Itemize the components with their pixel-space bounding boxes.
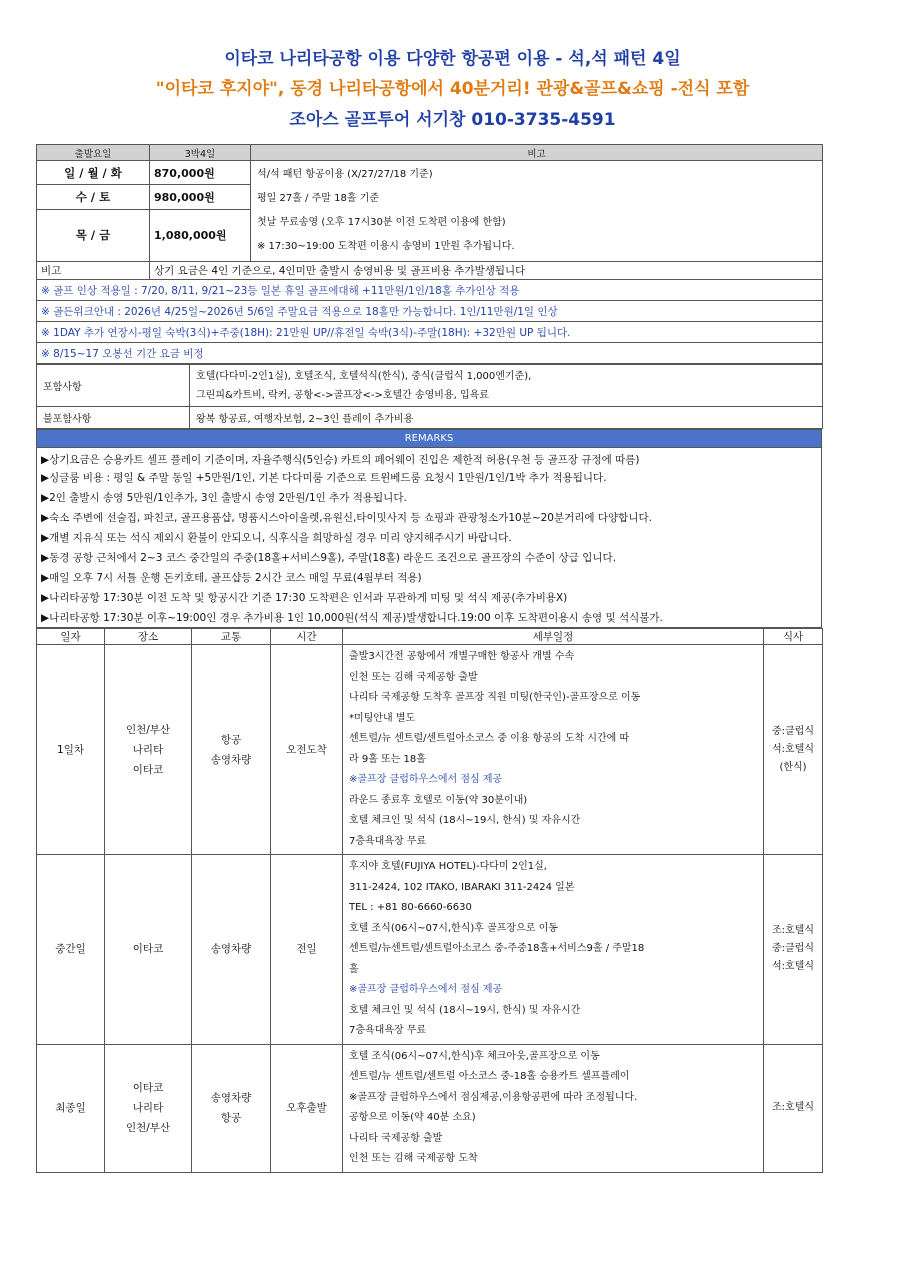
bigo-row [37, 262, 823, 280]
itinerary-day-2 [37, 855, 823, 1045]
remarks-table [36, 429, 822, 628]
detail-line: 인천 또는 김해 국제공항 도착 [349, 1153, 478, 1164]
detail-line: 센트럴/뉴센트럴/센트럴아소코스 중-주중18홀+서비스9홀 / 주말18 [349, 943, 645, 954]
day-place [105, 855, 192, 1045]
day-label: 중간일 [37, 855, 105, 1045]
detail-line: 311-2424, 102 ITAKO, IBARAKI 311-2424 일본 [349, 881, 575, 893]
meal-line: (한식) [779, 761, 807, 773]
transport-line: 송영차량 [210, 1092, 252, 1104]
itinerary-header-row [37, 629, 823, 645]
detail-line: 호텔 체크인 및 석식 (18시~19시, 한식) 및 자유시간 [349, 1004, 581, 1016]
price-value: 1,080,000원 [150, 209, 251, 261]
remark-item: ▶나리타공항 17:30분 이전 도착 및 항공시간 기준 17:30 도착편은 인서과 무관하게 미팅 및 석식 제공(추가비용X) [37, 588, 822, 608]
included-line: 그린피&카트비, 락커, 공항<->골프장<->호텔간 송영비용, 입욕료 [196, 389, 489, 401]
header-remarks: 비고 [251, 145, 823, 161]
place-line: 인천/부산 [125, 723, 171, 736]
detail-line: 센트럴/뉴 센트럴/센트럴아소코스 중 이용 항공의 도착 시간에 따 [349, 733, 630, 744]
transport-line: 항공 [220, 733, 242, 746]
day-details [343, 645, 764, 855]
detail-line: TEL : +81 80-6660-6630 [349, 902, 472, 913]
remark-row [37, 448, 822, 468]
blue-note: ※ 골프 인상 적용일 : 7/20, 8/11, 9/21~23등 일본 휴일 골프에대해 +11만원/1인/18홀 추가인상 적용 [37, 280, 823, 301]
detail-line-highlight: ※골프장 클럽하우스에서 점심 제공 [349, 984, 503, 995]
remark-item: ▶매일 오후 7시 서틀 운행 돈키호테, 골프샵등 2시간 코스 매일 무료(4월부터 적용) [37, 568, 822, 588]
included-text [190, 365, 823, 407]
meal-line: 중:클럽식 [771, 725, 814, 737]
blue-note-row [37, 343, 823, 364]
price-table [36, 144, 823, 364]
day-meal [764, 1044, 823, 1172]
price-day-label: 일 / 월 / 화 [37, 161, 150, 185]
day-time: 오전도착 [271, 645, 343, 855]
day-place [105, 1044, 192, 1172]
included-label: 포함사항 [37, 365, 190, 407]
excluded-text: 왕복 항공료, 여행자보험, 2~3인 플레이 추가비용 [190, 407, 823, 429]
day-place [105, 645, 192, 855]
detail-line: 라 9홀 또는 18홀 [349, 753, 426, 765]
remark-row [37, 508, 822, 528]
detail-line: 출발3시간전 공항에서 개별구매한 항공사 개별 수속 [349, 651, 575, 662]
remarks-header: REMARKS [37, 430, 822, 448]
header-meal: 식사 [764, 629, 823, 645]
price-note-line: ※ 17:30~19:00 도착편 이용시 송영비 1만원 추가됩니다. [257, 241, 515, 252]
place-line: 이타코 [132, 1082, 164, 1094]
meal-line: 조:호텔식 [771, 1102, 814, 1113]
header-details: 세부일정 [343, 629, 764, 645]
meal-line: 석:호텔식 [771, 961, 814, 973]
price-note-line: 평일 27홀 / 주말 18홀 기준 [257, 193, 379, 204]
day-transport [192, 645, 271, 855]
remark-row [37, 528, 822, 548]
excluded-label: 불포함사항 [37, 407, 190, 429]
day-label: 최종일 [37, 1044, 105, 1172]
detail-line: *미팅안내 별도 [349, 712, 416, 724]
price-value: 980,000원 [150, 185, 251, 209]
bigo-label: 비고 [37, 262, 150, 280]
remark-row [37, 588, 822, 608]
meal-line: 석:호텔식 [771, 743, 814, 755]
detail-line: 나리타 국제공항 도착후 골프장 직원 미팅(한국인)-골프장으로 이동 [349, 692, 641, 703]
detail-line: 공항으로 이동(약 40분 소요) [349, 1112, 476, 1123]
remark-item: ▶동경 공항 근처에서 2~3 코스 중간일의 주중(18홀+서비스9홀), 주말(18홀) 라운드 조건으로 골프장의 수준이 상급 입니다. [37, 548, 822, 568]
meal-line: 조:호텔식 [771, 925, 814, 937]
title-line-1: 이타코 나리타공항 이용 다양한 항공편 이용 - 석,석 패턴 4일 [224, 49, 681, 69]
header-departure-day: 출발요일 [37, 145, 150, 161]
itinerary-day-3 [37, 1044, 823, 1172]
detail-line: 후지야 호텔(FUJIYA HOTEL)-다다미 2인1실, [349, 861, 547, 872]
remark-item: ▶숙소 주변에 선술집, 파친코, 골프용품샵, 명품시스아이울렛,유원신,타이밋사지 등 쇼핑과 관광청소가10분~20분거리에 다양합니다. [37, 508, 822, 528]
day-meal [764, 855, 823, 1045]
place-line: 나리타 [132, 743, 164, 756]
day-details [343, 1044, 764, 1172]
excluded-row [37, 407, 823, 429]
blue-note: ※ 1DAY 추가 연장시-평일 숙박(3식)+주중(18H): 21만원 UP//휴전일 숙박(3식)-주말(18H): +32만원 UP 됩니다. [37, 322, 823, 343]
tour-document [36, 144, 822, 1173]
header-transport: 교통 [192, 629, 271, 645]
title-line-3: 조아스 골프투어 서기창 010-3735-4591 [289, 110, 616, 130]
itinerary-table [36, 628, 823, 1173]
remark-item: ▶개별 지유식 또는 석식 제외시 환불이 안되오니, 식후식을 희망하실 경우 미리 양지해주시기 바랍니다. [37, 528, 822, 548]
transport-line: 송영차량 [210, 943, 252, 956]
place-line: 이타코 [132, 763, 164, 776]
included-line: 호텔(다다미-2인1실), 호텔조식, 호텔석식(한식), 중식(클럽식 1,000엔기준), [196, 370, 532, 382]
day-label: 1일차 [37, 645, 105, 855]
detail-line: 나리타 국제공항 출발 [349, 1132, 443, 1144]
inclusions-table [36, 364, 823, 429]
day-time: 전일 [271, 855, 343, 1045]
transport-line: 송영차량 [210, 753, 252, 766]
blue-note: ※ 골든위크안내 : 2026년 4/25일~2026년 5/6일 주말요금 적용으로 18홀만 가능합니다. 1인/11만원/1일 인상 [37, 301, 823, 322]
detail-line: 호텔 조식(06시~07시,한식)후 체크아웃,골프장으로 이동 [349, 1050, 600, 1062]
detail-line: 홀 [349, 963, 359, 975]
header-duration: 3박4일 [150, 145, 251, 161]
place-line: 이타코 [132, 943, 164, 956]
remark-item: ▶상기요금은 승용카트 셀프 플레이 기준이며, 자율주행식(5인승) 카트의 페어웨이 진입은 제한적 허용(우천 등 골프장 규정에 따름) [37, 448, 822, 468]
header-time: 시간 [271, 629, 343, 645]
included-row [37, 365, 823, 407]
detail-line: 7층욕대욕장 무료 [349, 1025, 427, 1036]
day-details [343, 855, 764, 1045]
remarks-header-row [37, 430, 822, 448]
price-notes [251, 161, 823, 262]
price-note-line: 첫날 무료송영 (오후 17시30분 이전 도착편 이용에 한함) [257, 217, 506, 228]
meal-line: 중:클럽식 [771, 943, 814, 955]
detail-line: 7층욕대욕장 무료 [349, 835, 427, 847]
detail-line: 라운드 종료후 호텔로 이동(약 30분이내) [349, 794, 528, 806]
day-transport [192, 1044, 271, 1172]
itinerary-day-1 [37, 645, 823, 855]
day-meal [764, 645, 823, 855]
day-time: 오후출발 [271, 1044, 343, 1172]
remark-item: ▶싱글룸 비용 : 평일 & 주말 동일 +5만원/1인, 기본 다다미룸 기준으로 트윈베드룸 요청시 1만원/1인/1박 추가 적용됩니다. [37, 468, 822, 488]
transport-line: 항공 [220, 1112, 242, 1124]
day-transport [192, 855, 271, 1045]
price-day-label: 목 / 금 [37, 209, 150, 261]
remark-row [37, 568, 822, 588]
remark-item: ▶나리타공항 17:30분 이후~19:00인 경우 추가비용 1인 10,000원(석식 제공)발생합니다.19:00 이후 도착편이용시 송영 및 석식불가. [37, 608, 822, 628]
remark-row [37, 548, 822, 568]
price-value: 870,000원 [150, 161, 251, 185]
header-place: 장소 [105, 629, 192, 645]
place-line: 나리타 [132, 1102, 164, 1114]
remark-row [37, 468, 822, 488]
detail-line: 인천 또는 김해 국제공항 출발 [349, 671, 478, 683]
remark-item: ▶2인 출발시 송영 5만원/1인추가, 3인 출발시 송영 2만원/1인 추가 적용됩니다. [37, 488, 822, 508]
blue-note: ※ 8/15~17 오봉선 기간 요금 비정 [37, 343, 823, 364]
blue-note-row [37, 280, 823, 301]
detail-line-highlight: ※골프장 클럽하우스에서 점심 제공 [349, 774, 503, 785]
remark-row [37, 488, 822, 508]
price-day-label: 수 / 토 [37, 185, 150, 209]
detail-line: 호텔 조식(06시~07시,한식)후 골프장으로 이동 [349, 922, 558, 934]
blue-note-row [37, 301, 823, 322]
detail-line: 센트럴/뉴 센트럴/센트럴 아소코스 중-18홀 승용카트 셀프플레이 [349, 1071, 630, 1082]
title-block [0, 44, 905, 136]
title-line-2: "이타코 후지야", 동경 나리타공항에서 40분거리! 관광&골프&쇼핑 -전식 포함 [155, 79, 750, 99]
remark-row [37, 608, 822, 628]
detail-line: 호텔 체크인 및 석식 (18시~19시, 한식) 및 자유시간 [349, 815, 581, 826]
header-day: 일자 [37, 629, 105, 645]
price-header-row [37, 145, 823, 161]
detail-line: ※골프장 클럽하우스에서 점심제공,이용항공편에 따라 조정됩니다. [349, 1091, 638, 1103]
place-line: 인천/부산 [125, 1122, 171, 1134]
price-note-line: 석/석 패턴 항공이용 (X/27/27/18 기준) [257, 169, 433, 180]
price-row [37, 161, 823, 185]
blue-note-row [37, 322, 823, 343]
bigo-text: 상기 요금은 4인 기준으로, 4인미만 출발시 송영비용 및 골프비용 추가발생됩니다 [150, 262, 823, 280]
